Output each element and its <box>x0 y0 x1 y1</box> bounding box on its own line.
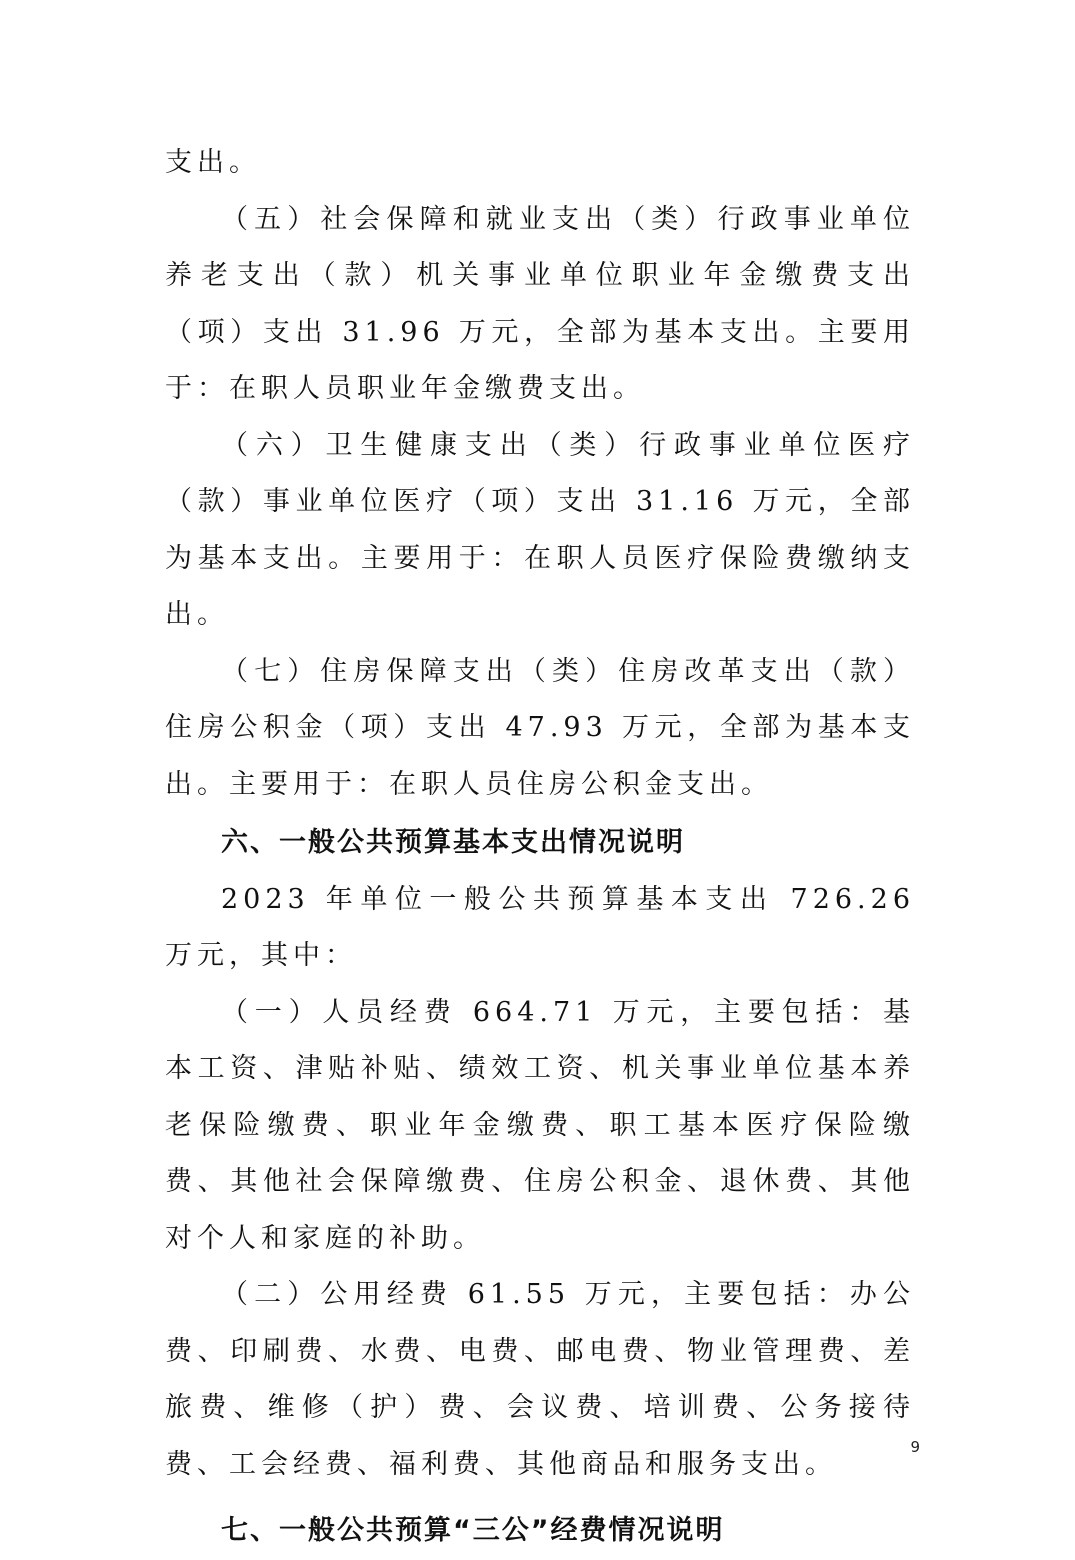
section-7-heading: 七、一般公共预算“三公”经费情况说明 <box>221 1515 725 1546</box>
page-number: 9 <box>910 1438 920 1456</box>
section-6-intro: 2023 年单位一般公共预算基本支出 726.26 万元，其中： <box>165 883 915 971</box>
paragraph-continuation: 支出。 <box>165 147 261 178</box>
document-body <box>165 135 915 1560</box>
section-6-personnel-expenses: （一）人员经费 664.71 万元，主要包括：基本工资、津贴补贴、绩效工资、机关事业单位基本养老保险缴费、职业年金缴费、职工基本医疗保险缴费、其他社会保障缴费、住房公积金、退休费、其他对个人和家庭的补助。 <box>165 996 915 1254</box>
paragraph-item-5: （五）社会保障和就业支出（类）行政事业单位养老支出（款）机关事业单位职业年金缴费支出（项）支出 31.96 万元，全部为基本支出。主要用于：在职人员职业年金缴费支出。 <box>165 203 915 404</box>
section-6-public-expenses: （二）公用经费 61.55 万元，主要包括：办公费、印刷费、水费、电费、邮电费、物业管理费、差旅费、维修（护）费、会议费、培训费、公务接待费、工会经费、福利费、其他商品和服务支出。 <box>165 1279 915 1480</box>
paragraph-item-6: （六）卫生健康支出（类）行政事业单位医疗（款）事业单位医疗（项）支出 31.16 万元，全部为基本支出。主要用于：在职人员医疗保险费缴纳支出。 <box>165 429 915 630</box>
paragraph-item-7: （七）住房保障支出（类）住房改革支出（款）住房公积金（项）支出 47.93 万元，全部为基本支出。主要用于：在职人员住房公积金支出。 <box>165 655 915 800</box>
section-6-heading: 六、一般公共预算基本支出情况说明 <box>221 827 685 858</box>
